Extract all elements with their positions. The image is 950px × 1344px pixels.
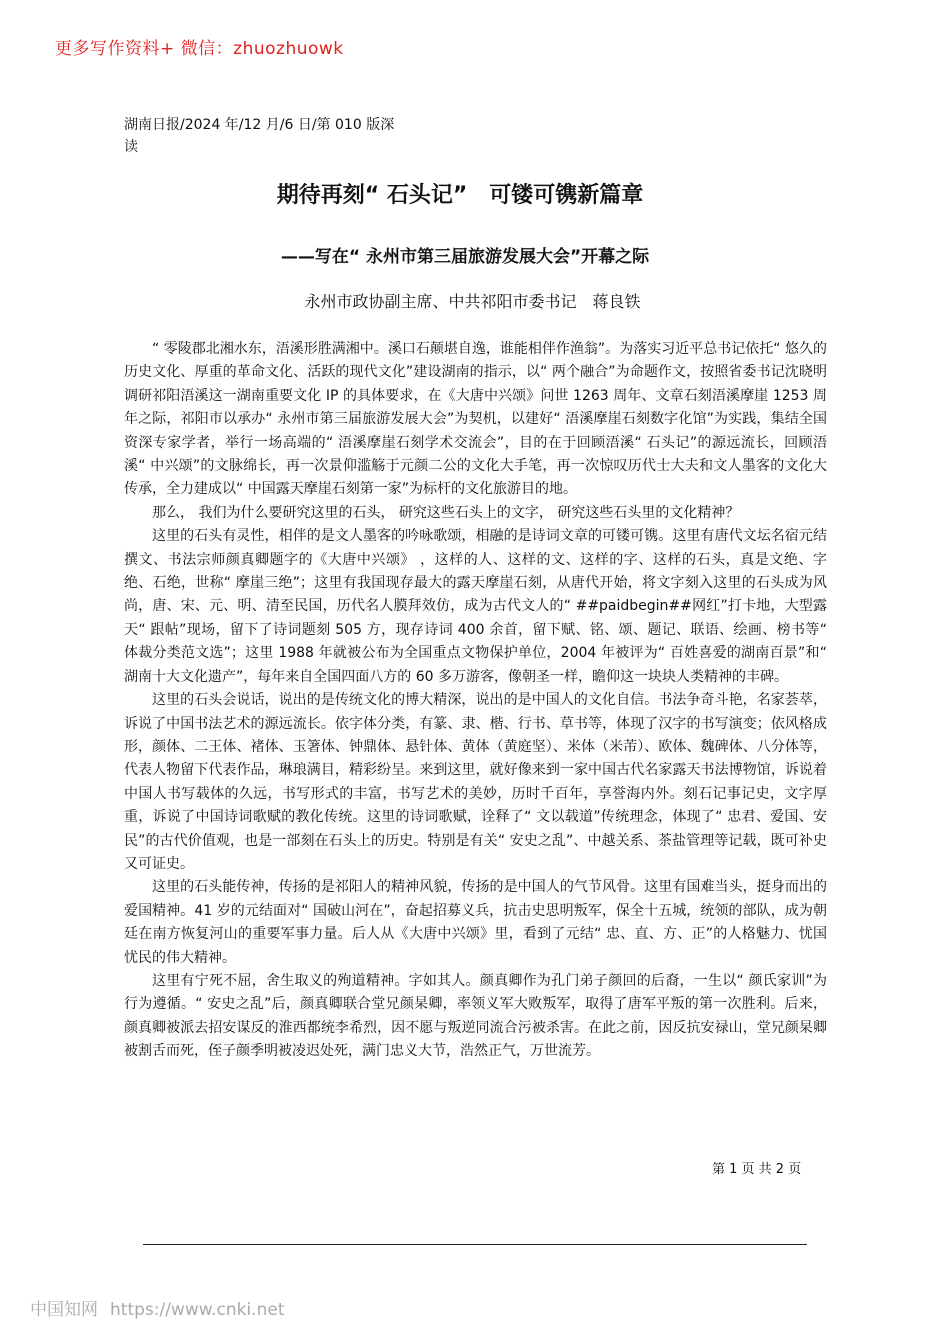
footer-divider [143, 1244, 807, 1245]
article-source: 湖南日报/2024 年/12 月/6 日/第 010 版深读 [124, 117, 395, 155]
cnki-watermark [30, 1295, 296, 1320]
paragraph: 那么， 我们为什么要研究这里的石头， 研究这些石头上的文字， 研究这些石头里的文化精神？ [152, 504, 740, 521]
page-number: 第 1 页 共 2 页 [712, 1162, 802, 1177]
paragraph: 这里有宁死不屈，舍生取义的殉道精神。字如其人。颜真卿作为孔门弟子颜回的后裔，一生以“ 颜氏家训”为行为遵循。“ 安史之乱”后，颜真卿联合堂兄颜杲卿，率领义军大败叛军，取得了唐军平叛的第一次胜利。后来，颜真卿被派去招安谋反的淮西都统李希烈，因不愿与叛逆同流合污被杀害。在此之前，因反抗安禄山，堂兄颜杲卿被割舌而死，侄子颜季明被凌迟处死，满门忠义大节，浩然正气，万世流芳。 [124, 972, 827, 1060]
article-title: 期待再刻“ 石头记” 可镂可镌新篇章 [276, 183, 644, 208]
article-body [124, 338, 827, 1064]
paragraph: 这里的石头能传神，传扬的是祁阳人的精神风貌，传扬的是中国人的气节风骨。这里有国难当头，挺身而出的爱国精神。41 岁的元结面对“ 国破山河在”，奋起招募义兵，抗击史思明叛军，保全十五城，统领的部队，成为朝廷在南方恢复河山的重要军事力量。后人从《大唐中兴颂》里，看到了元结“ 忠、直、方、正”的人格魅力、忧国忧民的伟大精神。 [124, 879, 827, 966]
article-subtitle: ——写在“ 永州市第三届旅游发展大会”开幕之际 [280, 247, 650, 267]
watermark-url: https://www.cnki.net [110, 1300, 285, 1320]
watermark-brand: 中国知网 [30, 1300, 98, 1320]
paragraph: “ 零陵郡北湘水东，浯溪形胜满湘中。溪口石颠堪自逸，谁能相伴作渔翁”。为落实习近平总书记依托“ 悠久的历史文化、厚重的革命文化、活跃的现代文化”建设湖南的指示，以“ 两个融合”为命题作文，按照省委书记沈晓明调研祁阳浯溪这一湖南重要文化 IP 的具体要求，在《大唐中兴颂》问世 1263 周年、文章石刻浯溪摩崖 1253 周年之际，祁阳市以承办“ 永州市第三届旅游发展大会”为契机，以建好“ 浯溪摩崖石刻数字化馆”为实践，集结全国资深专家学者，举行一场高端的“ 浯溪摩崖石刻学术交流会”，目的在于回顾浯溪“ 石头记”的源远流长，回顾浯溪“ 中兴颂”的文脉绵长，再一次景仰滥觞于元颜二公的文化大手笔，再一次惊叹历代士大夫和文人墨客的文化大传承，全力建成以“ 中国露天摩崖石刻第一家”为标杆的文化旅游目的地。 [124, 341, 827, 498]
article-author: 永州市政协副主席、中共祁阳市委书记 蒋良铁 [304, 292, 641, 311]
promo-text: 更多写作资料+ 微信：zhuozhuowk [55, 39, 344, 59]
paragraph: 这里的石头会说话，说出的是传统文化的博大精深，说出的是中国人的文化自信。书法争奇斗艳，名家荟萃，诉说了中国书法艺术的源远流长。依字体分类，有篆、隶、楷、行书、草书等，体现了汉字的书写演变；依风格成形，颜体、二王体、褚体、玉箸体、钟鼎体、悬针体、黄体（黄庭坚）、米体（米芾）、欧体、魏碑体、八分体等，代表人物留下代表作品，琳琅满目，精彩纷呈。来到这里，就好像来到一家中国古代名家露天书法博物馆，诉说着中国人书写载体的久远，书写形式的丰富，书写艺术的美妙，历时千百年，享誉海内外。刻石记事记史，文字厚重，诉说了中国诗词歌赋的教化传统。这里的诗词歌赋，诠释了“ 文以载道”传统理念，体现了“ 忠君、爱国、安民”的古代价值观，也是一部刻在石头上的历史。特别是有关“ 安史之乱”、中越关系、茶盐管理等记载，既可补史又可证史。 [124, 692, 827, 872]
paragraph: 这里的石头有灵性，相伴的是文人墨客的吟咏歌颂，相融的是诗词文章的可镂可镌。这里有唐代文坛名宿元结撰文、书法宗师颜真卿题字的《大唐中兴颂》 ，这样的人、这样的文、这样的字、这样的石头，真是文绝、字绝、石绝，世称“ 摩崖三绝”；这里有我国现存最大的露天摩崖石刻，从唐代开始，将文字刻入这里的石头成为风尚，唐、宋、元、明、清至民国，历代名人膜拜效仿，成为古代文人的“ ##paidbegin##网红”打卡地，大型露天“ 跟帖”现场，留下了诗词题刻 505 方，现存诗词 400 余首，留下赋、铭、颂、题记、联语、绘画、榜书等“ 体裁分类范文选”；这里 1988 年就被公布为全国重点文物保护单位，2004 年被评为“ 百姓喜爱的湖南百景”和“ 湖南十大文化遗产”，每年来自全国四面八方的 60 多万游客，像朝圣一样，瞻仰这一块块人类精神的丰碑。 [124, 528, 827, 685]
